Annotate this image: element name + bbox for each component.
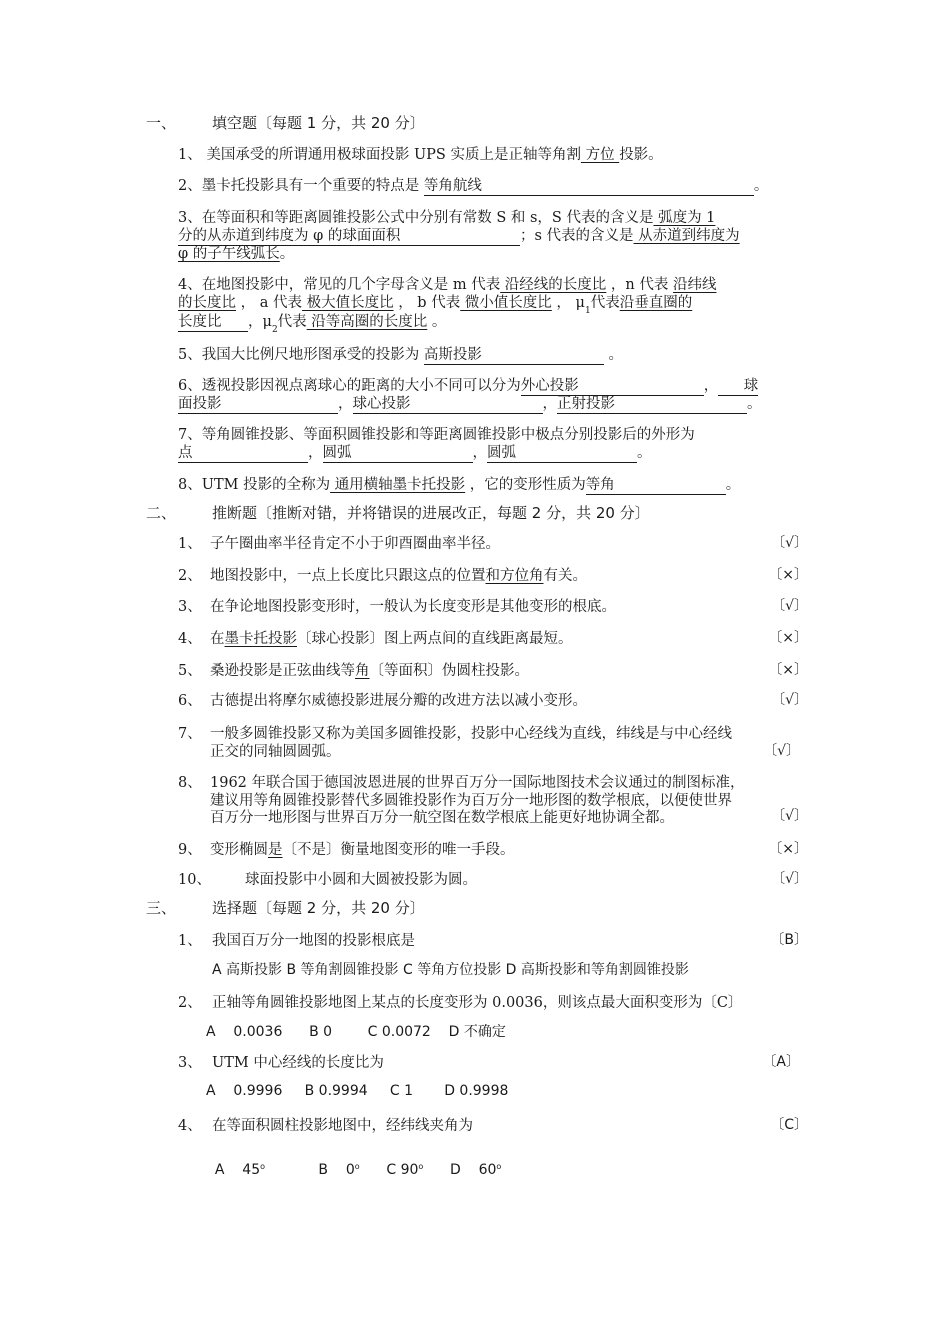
judge-q8-line3: 百万分一地形图与世界百万分一航空图在数学根底上能更好地协调全都。: [210, 810, 674, 826]
choice-q3-options: A 0.9996 B 0.9994 C 1 D 0.9998: [206, 1083, 509, 1099]
judge-q2-answer: 〔×〕: [768, 567, 808, 583]
judge-q10-answer: 〔√〕: [771, 871, 808, 887]
judge-q3-answer: 〔√〕: [771, 598, 808, 614]
judge-q8-line2: 建议用等角圆锥投影替代多圆锥投影作为百万分一地形图的数学根底，以便使世界: [210, 793, 732, 809]
judge-q4: 4、 在墨卡托投影〔球心投影〕图上两点间的直线距离最短。: [178, 631, 573, 647]
fill-q7-line2: 点 ，圆弧 ，圆弧 。: [178, 445, 652, 461]
section-3-title: 选择题〔每题 2 分，共 20 分〕: [212, 899, 425, 917]
choice-q2-options: A 0.0036 B 0 C 0.0072 D 不确定: [206, 1024, 506, 1040]
judge-q7-line1: 7、 一般多圆锥投影又称为美国多圆锥投影，投影中心经线为直线，纬线是与中心经线: [178, 726, 732, 742]
fill-q6-line1: 6、透视投影因视点离球心的距离的大小不同可以分为外心投影 ， 球: [178, 378, 759, 394]
fill-q4-line1: 4、在地图投影中，常见的几个字母含义是 m 代表 沿经线的长度比 ，n 代表 沿纬线: [178, 277, 717, 293]
judge-q5: 5、 桑逊投影是正弦曲线等角〔等面积〕伪圆柱投影。: [178, 663, 529, 679]
fill-q2: 2、墨卡托投影具有一个重要的特点是 等角航线 。: [178, 178, 769, 194]
section-2-title: 推断题〔推断对错，并将错误的进展改正，每题 2 分，共 20 分〕: [212, 504, 650, 522]
choice-q4-answer: 〔C〕: [770, 1117, 808, 1133]
section-1-number: 一、: [146, 114, 177, 132]
judge-q8-answer: 〔√〕: [771, 808, 808, 824]
choice-q2: 2、 正轴等角圆锥投影地图上某点的长度变形为 0.0036，则该点最大面积变形为〔C〕: [178, 995, 743, 1011]
judge-q3: 3、 在争论地图投影变形时，一般认为长度变形是其他变形的根底。: [178, 599, 616, 615]
choice-q1: 1、 我国百万分一地图的投影根底是: [178, 933, 415, 949]
section-1-title: 填空题〔每题 1 分，共 20 分〕: [212, 114, 425, 132]
judge-q1: 1、 子午圈曲率半径肯定不小于卯酉圈曲率半径。: [178, 536, 500, 552]
section-2-number: 二、: [146, 504, 177, 522]
choice-q4-options: A 45$^o$ B 0$^o$ C 90$^o$ D 60$^o$: [214, 1162, 502, 1178]
section-3-number: 三、: [146, 899, 177, 917]
choice-q3: 3、 UTM 中心经线的长度比为: [178, 1055, 384, 1071]
judge-q2: 2、 地图投影中，一点上长度比只跟这点的位置和方位角有关。: [178, 568, 587, 584]
fill-q7-line1: 7、等角圆锥投影、等面积圆锥投影和等距离圆锥投影中极点分别投影后的外形为: [178, 427, 695, 443]
judge-q9-answer: 〔×〕: [768, 841, 808, 857]
fill-q3-line2: 分的从赤道到纬度为 φ 的球面面积 ；s 代表的含义是 从赤道到纬度为: [178, 228, 740, 244]
fill-q1: 1、 美国承受的所谓通用极球面投影 UPS 实质上是正轴等角割 方位 投影。: [178, 147, 663, 163]
judge-q9: 9、 变形椭圆是〔不是〕衡量地图变形的唯一手段。: [178, 842, 515, 858]
choice-q3-answer: 〔A〕: [762, 1054, 800, 1070]
fill-q4-line3: 长度比 ，$\mu_2$代表 沿等高圈的长度比 。: [178, 314, 447, 335]
judge-q5-answer: 〔×〕: [768, 662, 808, 678]
judge-q10: 10、 球面投影中小圆和大圆被投影为圆。: [178, 872, 477, 888]
judge-q6: 6、 古德提出将摩尔威德投影进展分瓣的改进方法以减小变形。: [178, 693, 587, 709]
choice-q1-answer: 〔B〕: [770, 932, 808, 948]
choice-q4: 4、 在等面积圆柱投影地图中，经纬线夹角为: [178, 1118, 473, 1134]
judge-q7-answer: 〔√〕: [763, 743, 800, 759]
judge-q4-answer: 〔×〕: [768, 630, 808, 646]
fill-q6-line2: 面投影 ，球心投影 ，正射投影 。: [178, 396, 762, 412]
choice-q1-options: A 高斯投影 B 等角割圆锥投影 C 等角方位投影 D 高斯投影和等角割圆锥投影: [212, 962, 689, 978]
fill-q3-line1: 3、在等面积和等距离圆锥投影公式中分别有常数 S 和 s，S 代表的含义是 弧度为 1: [178, 210, 716, 226]
fill-q8: 8、UTM 投影的全称为 通用横轴墨卡托投影 ，它的变形性质为等角 。: [178, 477, 741, 493]
fill-q4-line2: 的长度比 ， a 代表 极大值长度比 ， b 代表 微小值长度比 ， $\mu_1$代表沿垂直圈的: [178, 295, 693, 316]
judge-q8-line1: 8、 1962 年联合国于德国波恩进展的世界百万分一国际地图技术会议通过的制图标准，: [178, 775, 745, 791]
fill-q3-line3: φ 的子午线弧长。: [178, 246, 295, 262]
judge-q6-answer: 〔√〕: [771, 692, 808, 708]
judge-q1-answer: 〔√〕: [771, 535, 808, 551]
judge-q7-line2: 正交的同轴圆圆弧。: [210, 744, 341, 760]
fill-q5: 5、我国大比例尺地形图承受的投影为 高斯投影 。: [178, 347, 623, 363]
